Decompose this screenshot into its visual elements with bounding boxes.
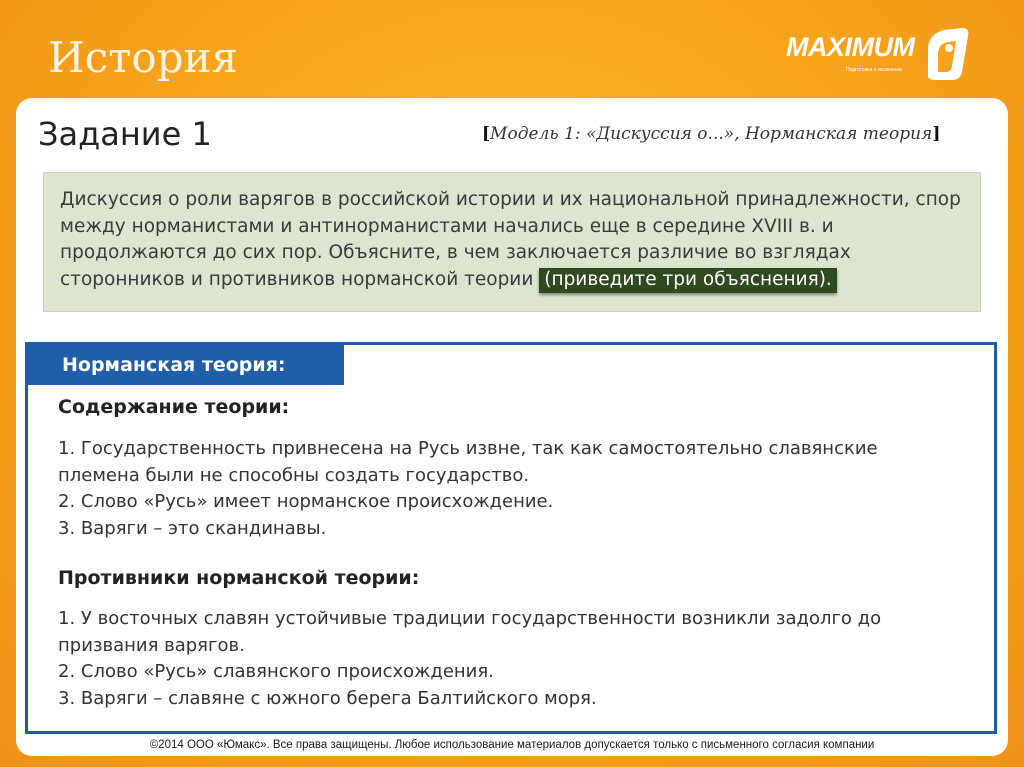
- question-text: [60, 187, 970, 293]
- opponents-heading: Противники норманской теории:: [58, 567, 420, 589]
- maximum-logo: [786, 26, 976, 84]
- model-bracket-close: ]: [932, 124, 941, 144]
- subject-title: История: [48, 33, 239, 82]
- content-list: [58, 436, 958, 542]
- answer-tab-label: Норманская теория:: [62, 354, 286, 376]
- opponents-list: [58, 606, 958, 712]
- question-body: Дискуссия о роли варягов в российской истории и их национальной принадлежности, спор между норманистами и антинорманистами начались еще в середине XVIII в. и продолжаются до сих пор. Объясните, в чем заключается различие во взглядах сторонников и противников норманской теории: [60, 189, 961, 290]
- model-text: Модель 1: «Дискуссия о...», Норманская теория: [490, 124, 933, 144]
- task-model-label: [482, 120, 940, 148]
- list-item: 3. Варяги – это скандинавы.: [58, 517, 327, 539]
- question-highlight: (приведите три объяснения).: [539, 268, 837, 293]
- list-item: 2. Слово «Русь» славянского происхождения.: [58, 661, 494, 682]
- logo-tagline: Подготовка к экзаменам: [846, 67, 903, 73]
- copyright-footer: ©2014 ООО «Юмакс». Все права защищены. Любое использование материалов допускается только с письменного согласия компании: [149, 739, 875, 751]
- task-title: Задание 1: [38, 115, 212, 153]
- logo-wordmark: MAXIMUM: [786, 32, 915, 62]
- list-item: 1. У восточных славян устойчивые традиции государственности возникли задолго до призвания варягов.: [58, 608, 882, 656]
- question-box: [43, 172, 981, 312]
- content-heading: Содержание теории:: [58, 396, 290, 418]
- model-bracket-open: [: [482, 124, 491, 144]
- maximum-logo-mark-icon: [922, 26, 972, 82]
- list-item: 2. Слово «Русь» имеет норманское происхождение.: [58, 491, 554, 512]
- list-item: 1. Государственность привнесена на Русь извне, так как самостоятельно славянские племена были не способны создать государство.: [58, 438, 878, 486]
- list-item: 3. Варяги – славяне с южного берега Балтийского моря.: [58, 687, 597, 709]
- answer-tab: [28, 345, 344, 385]
